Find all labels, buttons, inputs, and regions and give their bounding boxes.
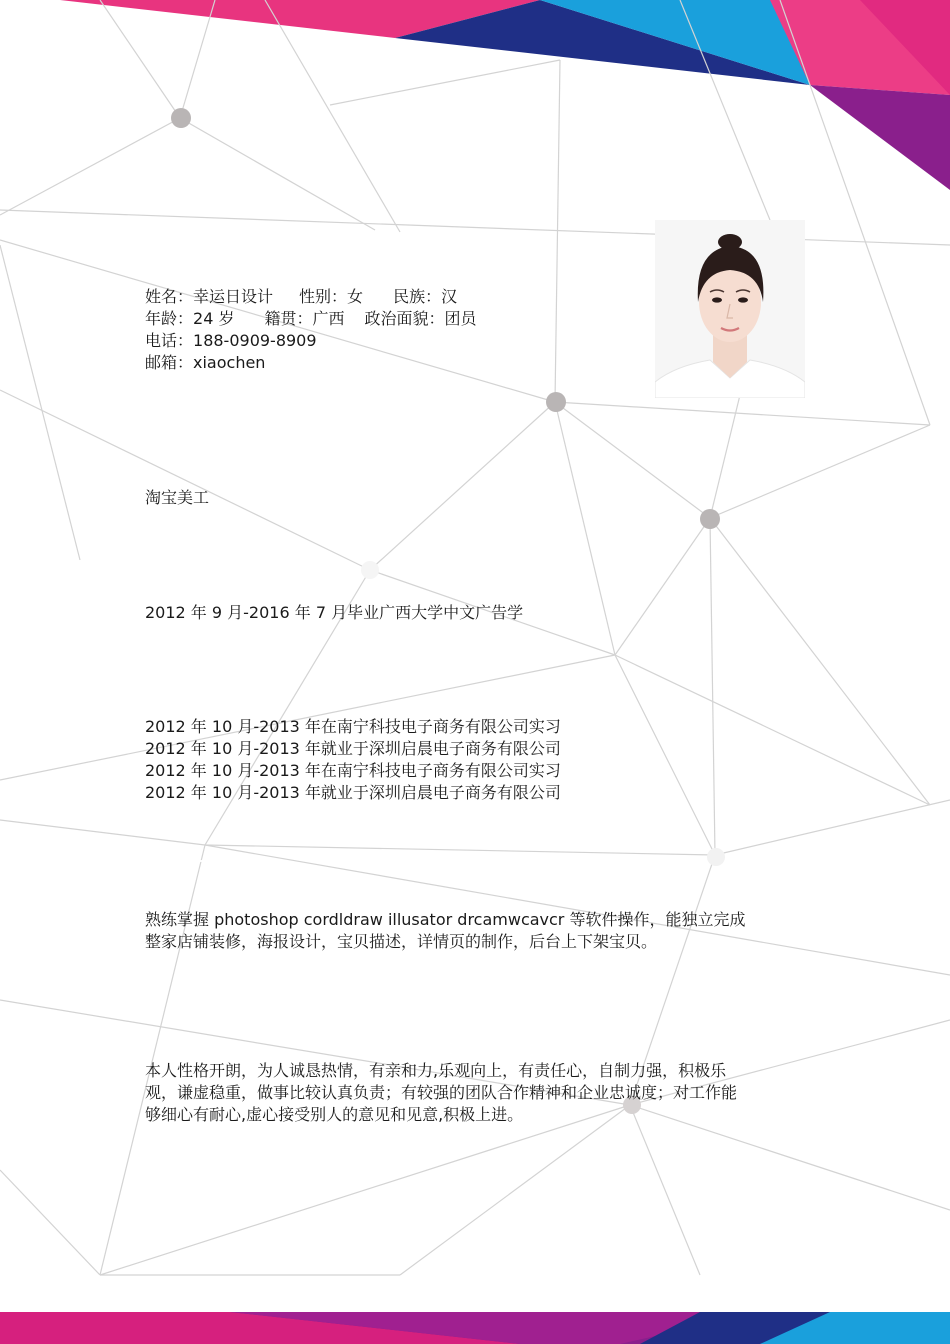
ethnicity-value: 汉 [441,287,458,306]
education-entry: 2012 年 9 月-2016 年 7 月毕业广西大学中文广告学 [145,603,524,622]
profile-photo [655,220,805,398]
name-value: 幸运日设计 [193,287,274,306]
experience-item: 2012 年 10 月-2013 年在南宁科技电子商务有限公司实习 [145,717,561,736]
section-bar [125,546,265,548]
origin-value: 广西 [312,309,345,328]
name-label: 姓名： [145,287,194,306]
experience-item: 2012 年 10 月-2013 年就业于深圳启晨电子商务有限公司 [145,783,561,802]
section-bar [125,232,265,234]
skills-text: 熟练掌握 photoshop cordldraw illusator drcamwcavcr 等软件操作，能独立完成整家店铺装修，海报设计，宝贝描述，详情页的制作，后台上下架宝贝。 [145,910,746,951]
profile-row-3 [145,330,317,352]
section-bar [125,432,265,434]
email-value: xiaochen [193,353,266,372]
age-value: 24 岁 [193,309,235,328]
age-label: 年龄： [145,309,194,328]
email-label: 邮箱： [145,353,194,372]
self-evaluation-text: 本人性格开朗，为人诚恳热情，有亲和力,乐观向上，有责任心，自制力强，积极乐观，谦虚稳重，做事比较认真负责；有较强的团队合作精神和企业忠诚度；对工作能够细心有耐心,虚心接受别人的意见和见意,积极上进。 [145,1061,738,1124]
political-label: 政治面貌： [364,309,445,328]
phone-label: 电话： [145,331,194,350]
political-value: 团员 [444,309,477,328]
profile-row-4 [145,352,265,374]
experience-item: 2012 年 10 月-2013 年就业于深圳启晨电子商务有限公司 [145,739,561,758]
job-objective: 淘宝美工 [145,488,210,507]
origin-label: 籍贯： [264,309,313,328]
profile-row-1 [145,286,457,308]
section-bar [125,860,265,862]
profile-row-2 [145,308,477,330]
ethnicity-label: 民族： [393,287,442,306]
gender-label: 性别： [299,287,348,306]
phone-value: 188-0909-8909 [193,331,317,350]
avatar [655,220,805,398]
experience-item: 2012 年 10 月-2013 年在南宁科技电子商务有限公司实习 [145,761,561,780]
gender-value: 女 [347,287,364,306]
